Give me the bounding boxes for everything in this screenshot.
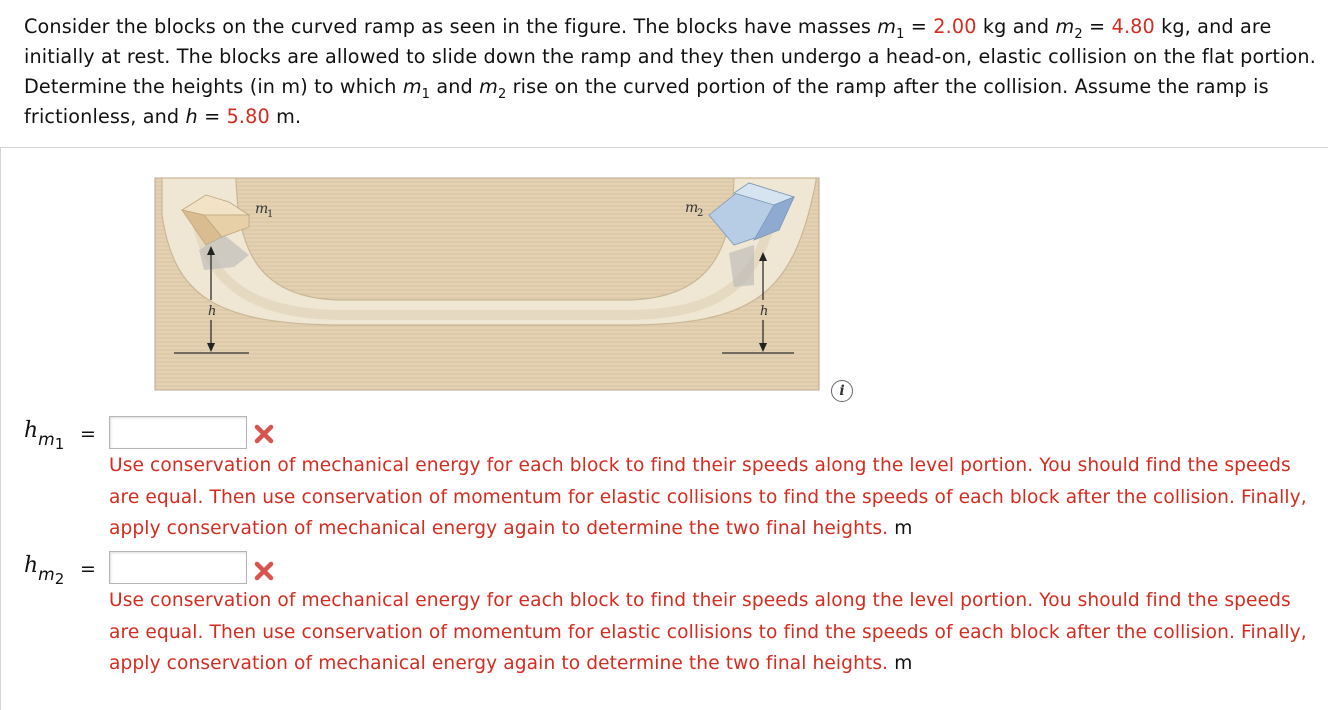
m1-value: 2.00: [933, 15, 977, 38]
incorrect-x-icon: [254, 424, 274, 444]
var-h: h: [185, 105, 198, 128]
var-m1: m: [877, 15, 897, 38]
label-m2: m: [685, 200, 699, 216]
feedback-text-2: Use conservation of mechanical energy for each block to find their speeds along the level portion. You should find the speeds are equal. Then use conservation of momentum for elastic collisions to find the speeds of each block after the collision. Finally, apply conservation of mechanical energy again to determine the two final heights. m: [109, 590, 1307, 674]
answer-label-hm2: $h_{m2}$: [24, 553, 65, 588]
var-m2: m: [1055, 15, 1075, 38]
ramp-figure: [154, 175, 824, 395]
var-m1-sub: 1: [896, 27, 905, 42]
info-icon[interactable]: i: [831, 380, 853, 402]
label-m1: m: [255, 201, 269, 217]
unit-label-2: m: [894, 653, 913, 674]
incorrect-x-icon: [254, 561, 274, 581]
var-m2-sub: 2: [1074, 27, 1083, 42]
h-value: 5.80: [226, 105, 270, 128]
label-m1-sub: 1: [267, 209, 274, 220]
question-text: Consider the blocks on the curved ramp as seen in the figure. The blocks have masses $m_1 = 2.00$ kg and $m_2 = 4.80$ kg, and are initially at rest. The blocks are allowed to slide down the ramp and they then undergo a head-on, elastic collision on the flat portion. Determine the heights (in m) to which $m_1$ and $m_2$ rise on the curved portion of the ramp after the collision. Assume the ramp is frictionless, and h = 5.80 m.: [24, 15, 1316, 128]
feedback-text-1: Use conservation of mechanical energy for each block to find their speeds along the level portion. You should find the speeds are equal. Then use conservation of momentum for elastic collisions to find the speeds of each block after the collision. Finally, apply conservation of mechanical energy again to determine the two final heights. m: [109, 455, 1307, 539]
label-h-left: h: [208, 304, 217, 319]
answer-input-hm1[interactable]: [109, 416, 247, 449]
label-h-right: h: [760, 304, 769, 319]
unit-label-1: m: [894, 518, 913, 539]
m2-value: 4.80: [1111, 15, 1155, 38]
question-divider: [0, 147, 1328, 148]
equals-sign-2: =: [80, 558, 96, 580]
answer-label-hm1: $h_{m1}$: [24, 418, 65, 453]
equals-sign-1: =: [80, 423, 96, 445]
answer-input-hm2[interactable]: [109, 551, 247, 584]
answer-panel-border: [0, 147, 1, 710]
label-m2-sub: 2: [697, 208, 704, 219]
